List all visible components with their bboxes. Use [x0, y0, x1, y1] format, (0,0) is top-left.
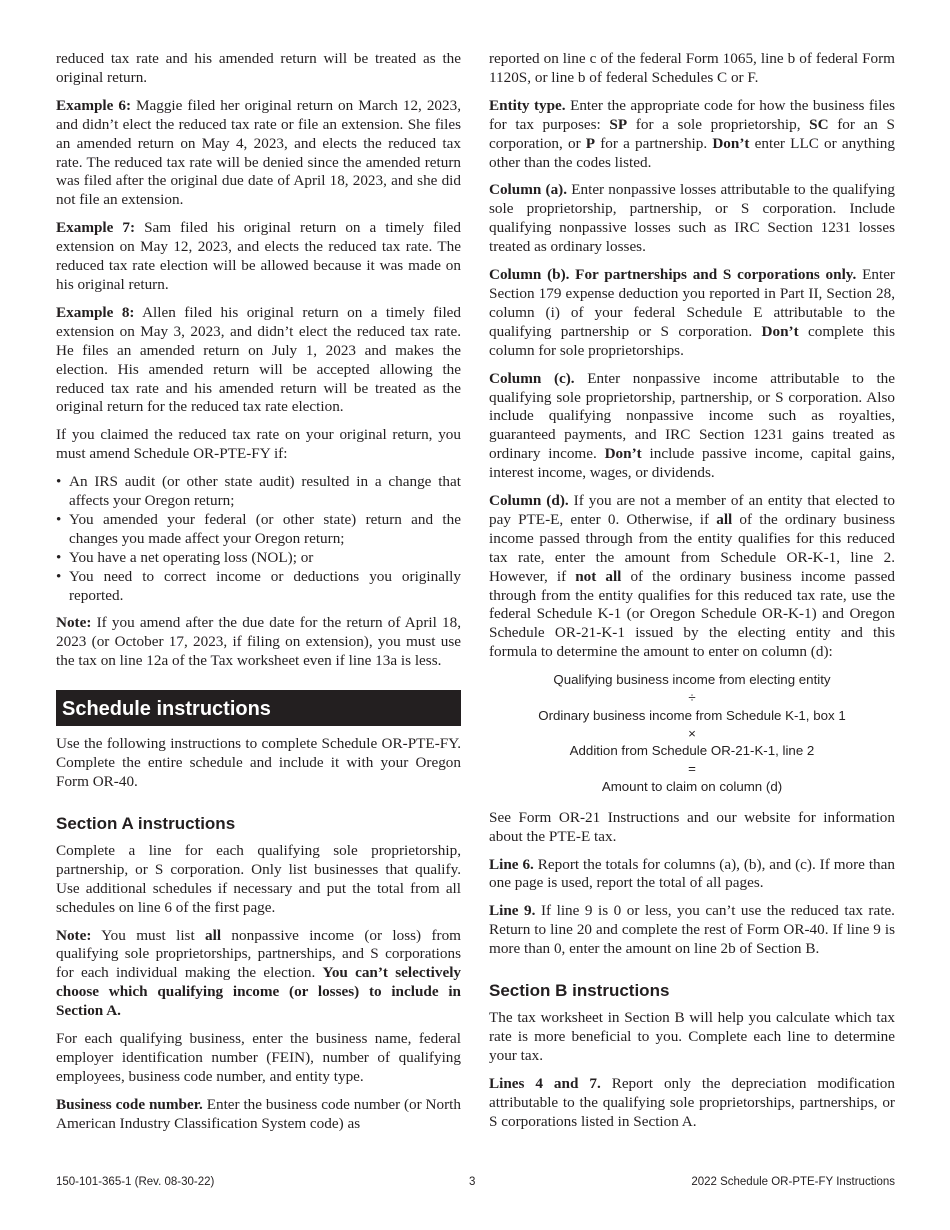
schedule-intro: Use the following instructions to complete Schedule OR-PTE-FY. Complete the entire schedule and include it with your Oregon Form OR-40. — [56, 735, 461, 790]
list-item: • You have a net operating loss (NOL); or — [56, 549, 461, 568]
column-a: Column (a). Enter nonpassive losses attributable to the qualifying sole proprietorship, partnership, or S corporation. Include qualifying nonpassive losses such as IRC Section 1231 losses treated as ordinary losses. — [489, 181, 895, 256]
section-b-paragraph: The tax worksheet in Section B will help you calculate which tax rate is more beneficial to you. Complete each line to determine your tax. — [489, 1009, 895, 1064]
formula-result: Amount to claim on column (d) — [601, 778, 783, 794]
section-a-paragraph: Complete a line for each qualifying sole proprietorship, partnership, or S corporation. Only list businesses that qualify. Use additional schedules if necessary and put the total from all schedules on line 6 of the first page. — [56, 841, 461, 916]
list-item: • An IRS audit (or other state audit) resulted in a change that affects your Oregon return; — [56, 473, 461, 511]
column-c: Column (c). Enter nonpassive income attributable to the qualifying sole proprietorship, partnership, or S corporation. Also include qualifying nonpassive income such as royalties, guaranteed payments, and IRC Section 1231 gains treated as ordinary income. Don’t include passive income, capital gains, interest income, wages, or dividends. — [489, 369, 895, 482]
business-code-continued: reported on line c of the federal Form 1065, line b of federal Form 1120S, or line b of federal Schedules C or F. — [489, 50, 895, 86]
column-d: Column (d). If you are not a member of an entity that elected to pay PTE-E, enter 0. Otherwise, if all of the ordinary business income passed through from the entity qualifies for this reduced tax rate, enter the amount from Schedule OR-K-1, line 2. However, if not all of the ordinary business income passed through from the entity qualifies for this reduced tax rate, use the federal Schedule K-1 (or Oregon Schedule OR-K-1) and Oregon Schedule OR-21-K-1 issued by the electing entity and this formula to determine the amount to enter on column (d): — [489, 492, 896, 661]
example-7: Example 7: Sam filed his original return on a timely filed extension on May 12, 2023, and elects the reduced tax rate. The reduced tax rate election will be allowed because it was made on his original return. — [56, 219, 461, 293]
footer-page-number: 3 — [469, 1176, 476, 1188]
example-8: Example 8: Allen filed his original return on a timely filed extension on May 3, 2023, and didn’t elect the reduced tax rate. He files an amended return on July 1, 2023 and makes the election. His amended return will be accepted allowing the reduced tax rate and his amended return will be treated as the original return for the reduced tax rate election. — [56, 303, 462, 416]
list-item: • You amended your federal (or other state) return and the changes you made affect your Oregon return; — [56, 511, 461, 549]
column-b: Column (b). For partnerships and S corporations only. Enter Section 179 expense deduction you reported in Part II, Section 28, column (i) of your federal Schedule E attributable to the qualifying partnership or S corporation. Don’t complete this column for sole proprietorships. — [489, 266, 895, 359]
right-column — [489, 50, 895, 1141]
footer-form-id: 150-101-365-1 (Rev. 08-30-22) — [56, 1176, 215, 1188]
note-amend-due-date: Note: If you amend after the due date for the return of April 18, 2023 (or October 17, 2023, if filing on extension), you must use the tax on line 12a of the Tax worksheet even if line 13a is less. — [56, 614, 461, 670]
entity-type: Entity type. Enter the appropriate code for how the business files for tax purposes: SP for a sole proprietorship, SC for an S corporation, or P for a partnership. Don’t enter LLC or anything other than the codes listed. — [489, 96, 896, 171]
column-d-formula — [489, 671, 895, 796]
footer-title: 2022 Schedule OR-PTE-FY Instructions — [691, 1176, 895, 1188]
example-6: Example 6: Maggie filed her original return on March 12, 2023, and didn’t elect the reduced tax rate or file an extension. She files an amended return on May 4, 2023, and elects the reduced tax rate. The reduced tax rate will be denied since the amended return was filed after the original due date of April 18, 2023, and she did not file an extension. — [56, 96, 461, 209]
note-list-all-income: Note: You must list all nonpassive income (or loss) from qualifying sole proprietorships, partnerships, and S corporations for each individual making the election. You can’t selectively choose which qualifying income (or losses) to include in Section A. — [56, 926, 462, 1020]
formula-operator: × — [688, 725, 696, 741]
section-b-heading: Section B instructions — [489, 981, 670, 1001]
left-column — [56, 50, 461, 1143]
amend-reasons-list — [56, 473, 461, 605]
see-or21: See Form OR-21 Instructions and our website for information about the PTE-E tax. — [489, 808, 895, 845]
list-item: • You need to correct income or deductions you originally reported. — [56, 568, 461, 606]
section-a-heading: Section A instructions — [56, 813, 236, 833]
intro-paragraph: reduced tax rate and his amended return will be treated as the original return. — [56, 50, 461, 86]
section-a-business-fields: For each qualifying business, enter the business name, federal employer identification number (FEIN), number of qualifying employees, business code number, and entity type. — [56, 1030, 461, 1085]
formula-operator: ÷ — [688, 689, 696, 705]
line-6: Line 6. Report the totals for columns (a), (b), and (c). If more than one page is used, report the total of all pages. — [489, 855, 895, 892]
schedule-instructions-banner: Schedule instructions — [56, 690, 461, 726]
business-code-number: Business code number. Enter the business code number (or North American Industry Classification System code) as — [56, 1095, 461, 1132]
formula-line: Ordinary business income from Schedule K-1, box 1 — [538, 707, 846, 723]
formula-line: Addition from Schedule OR-21-K-1, line 2 — [569, 743, 815, 759]
formula-operator: = — [688, 761, 696, 777]
line-9: Line 9. If line 9 is 0 or less, you can’t use the reduced tax rate. Return to line 20 and complete the rest of Form OR-40. If line 9 is more than 0, enter the amount on line 2b of Section B. — [489, 902, 895, 958]
lines-4-and-7: Lines 4 and 7. Report only the depreciation modification attributable to the qualifying sole proprietorships, partnerships, or S corporations listed in Section A. — [489, 1074, 895, 1130]
amend-intro: If you claimed the reduced tax rate on your original return, you must amend Schedule OR-PTE-FY if: — [56, 426, 461, 463]
formula-line: Qualifying business income from electing entity — [553, 672, 831, 688]
